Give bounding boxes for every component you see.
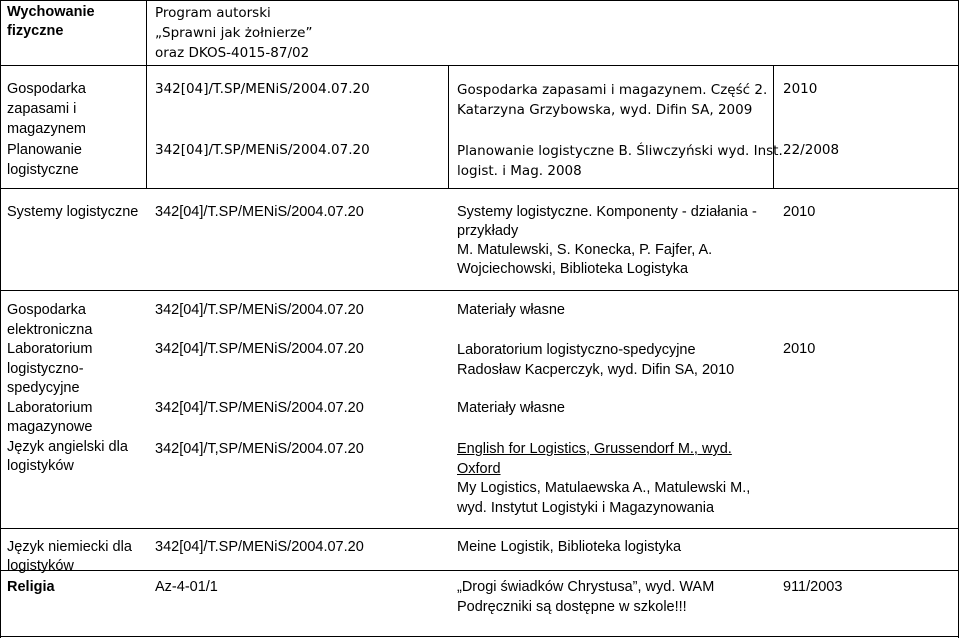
approval-year: 2010 (783, 341, 816, 357)
table-border-left (0, 0, 1, 638)
program-code: Az-4-01/1 (155, 579, 218, 595)
textbook-info: Materiały własne (457, 302, 565, 318)
column-divider (448, 65, 449, 188)
column-divider (146, 0, 147, 188)
subject-name: Gospodarka zapasami i magazynem (7, 81, 86, 137)
table-border-top (0, 0, 959, 1)
textbook-info: Planowanie logistyczne B. Śliwczyński wyd. Inst. logist. i Mag. 2008 (457, 143, 783, 179)
row-divider (0, 528, 959, 529)
textbook-info: Meine Logistik, Biblioteka logistyka (457, 539, 682, 555)
program-code: 342[04]/T.SP/MENiS/2004.07.20 (155, 81, 370, 97)
approval-year: 2010 (783, 81, 818, 97)
program-code: 342[04]/T.SP/MENiS/2004.07.20 (155, 341, 364, 357)
program-code: 342[04]/T.SP/MENiS/2004.07.20 (155, 400, 364, 416)
textbook-info: Gospodarka zapasami i magazynem. Część 2. Katarzyna Grzybowska, wyd. Difin SA, 2009 (457, 82, 768, 118)
program-code: 342[04]/T,SP/MENiS/2004.07.20 (155, 441, 364, 457)
program-code: 342[04]/T.SP/MENiS/2004.07.20 (155, 142, 370, 158)
program-code: 342[04]/T.SP/MENiS/2004.07.20 (155, 302, 364, 318)
row-divider (0, 570, 959, 571)
textbook-info: English for Logistics, Grussendorf M., wyd. Oxford My Logistics, Matulaewska A., Matulewski M., wyd. Instytut Logistyki i Magazynowania (457, 441, 751, 516)
program-code: 342[04]/T.SP/MENiS/2004.07.20 (155, 539, 364, 555)
row-divider (0, 65, 959, 66)
textbook-info: Materiały własne (457, 400, 565, 416)
program-description: Program autorski „Sprawni jak żołnierze” oraz DKOS-4015-87/02 (155, 5, 313, 61)
textbook-info: „Drogi świadków Chrystusa”, wyd. WAM Podręczniki są dostępne w szkole!!! (457, 579, 715, 615)
subject-name: Wychowanie fizyczne (7, 4, 95, 39)
textbook-info: Laboratorium logistyczno-spedycyjne Radosław Kacperczyk, wyd. Difin SA, 2010 (457, 342, 735, 378)
approval-year: 2010 (783, 204, 816, 220)
textbook-info: Systemy logistyczne. Komponenty - działania - przykłady M. Matulewski, S. Konecka, P. Fajfer, A. Wojciechowski, Biblioteka Logistyka (457, 204, 757, 277)
subject-name: Planowanie logistyczne (7, 142, 82, 178)
subject-name: Religia (7, 579, 55, 595)
subject-name: Gospodarka elektroniczna Laboratorium logistyczno- spedycyjne Laboratorium magazynowe Język angielski dla logistyków (7, 302, 128, 474)
program-code: 342[04]/T.SP/MENiS/2004.07.20 (155, 204, 364, 220)
subject-name: Systemy logistyczne (7, 204, 139, 220)
approval-number: 911/2003 (783, 579, 843, 595)
table-border-right (958, 0, 959, 638)
table-border-bottom (0, 636, 959, 637)
approval-number: 22/2008 (783, 142, 840, 158)
row-divider (0, 188, 959, 189)
row-divider (0, 290, 959, 291)
subject-name: Język niemiecki dla logistyków (7, 539, 132, 574)
